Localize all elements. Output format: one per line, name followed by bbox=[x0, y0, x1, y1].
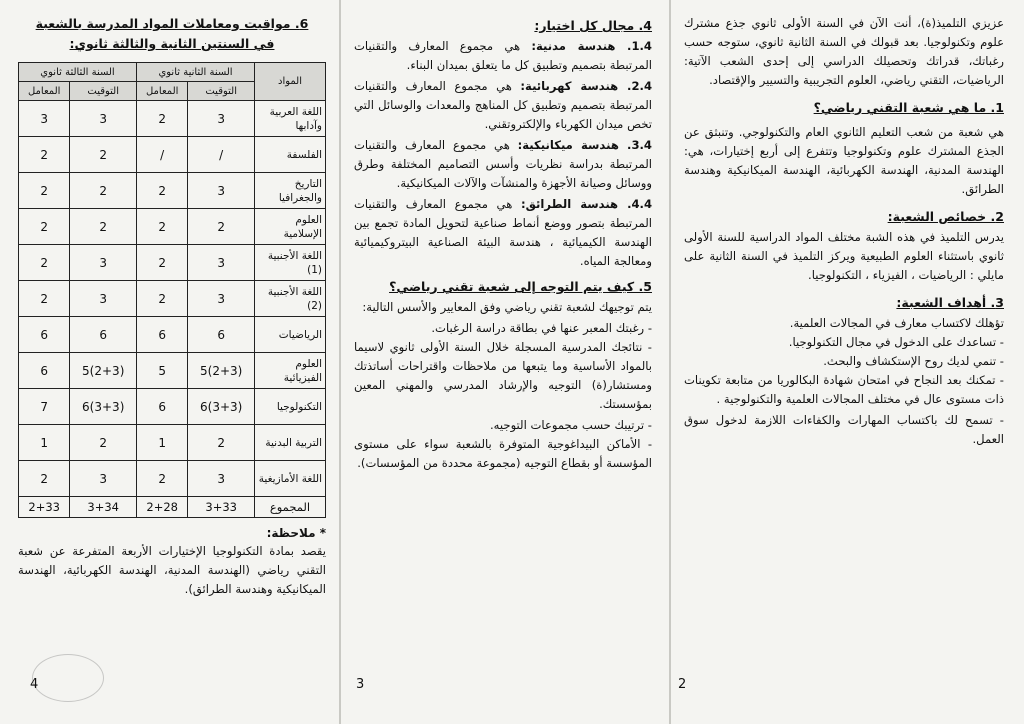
table-cell-year3-coef: 2 bbox=[19, 245, 70, 281]
table-row bbox=[19, 353, 326, 389]
section-5-item: - ترتيبك حسب مجموعات التوجيه. bbox=[490, 418, 652, 432]
section-4-1 bbox=[354, 37, 652, 75]
table-cell-year2-coef: 2 bbox=[137, 461, 188, 497]
section-1-title: 1. ما هي شعبة التقني رياضي؟ bbox=[813, 100, 1004, 115]
section-3-item: - تمكنك بعد النجاح في امتحان شهادة البكالوريا من متابعة تكوينات ذات مستوى عال في مختلف المجالات العلمية والتكنولوجية . bbox=[684, 373, 1004, 406]
table-cell-year3-time: 2 bbox=[70, 209, 137, 245]
table-row bbox=[19, 245, 326, 281]
intro-paragraph: عزيزي التلميذ(ة)، أنت الآن في السنة الأولى ثانوي جذع مشترك علوم وتكنولوجيا. بعد قبولك في السنة الثانية ثانوي، ستوجه حسب رغباتك، قدراتك وتحصيلك الدراسي إلى إحدى الشعب الآتية: الرياضيات، التقني رياضي، العلوم التجريبية والتسيير والإقتصاد. bbox=[684, 16, 1004, 87]
section-2-text: يدرس التلميذ في هذه الشبة مختلف المواد الدراسية للسنة الأولى ثانوي باستثناء العلوم الطبيعية ويركز التلميذ في السنة الثانية على مايلي : الرياضيات ، الفيزياء ، التكنولوجيا. bbox=[684, 230, 1004, 282]
table-cell-year2-coef: 2 bbox=[137, 281, 188, 317]
table-cell-year3-time: 2 bbox=[70, 425, 137, 461]
col-header-subject: المواد bbox=[255, 63, 326, 101]
page-3-column bbox=[340, 0, 670, 724]
table-cell-subject: الرياضيات bbox=[255, 317, 326, 353]
section-3-item: - تسمح لك باكتساب المهارات والكفاءات اللازمة لدخول سوق العمل. bbox=[684, 413, 1004, 446]
section-5-intro: يتم توجيهك لشعبة تقني رياضي وفق المعايير والأسس التالية: bbox=[362, 300, 652, 314]
schedule-table bbox=[18, 62, 326, 518]
section-6-heading bbox=[18, 14, 326, 54]
table-cell-year2-coef: 6 bbox=[137, 389, 188, 425]
table-cell-year2-coef: 2+28 bbox=[137, 497, 188, 518]
table-cell-year3-coef: 2+33 bbox=[19, 497, 70, 518]
page-2-column bbox=[670, 0, 1024, 724]
table-cell-year2-time: (3+3)6 bbox=[188, 389, 255, 425]
table-cell-year3-coef: 7 bbox=[19, 389, 70, 425]
section-4-title: 4. مجال كل اختيار: bbox=[534, 18, 652, 33]
table-cell-year2-coef: 2 bbox=[137, 101, 188, 137]
section-3-item: - تساعدك على الدخول في مجال التكنولوجيا. bbox=[788, 335, 1004, 349]
table-cell-year2-coef: 1 bbox=[137, 425, 188, 461]
table-cell-year3-coef: 2 bbox=[19, 209, 70, 245]
section-4-1-label: 1.4. هندسة مدنية: bbox=[531, 39, 652, 53]
table-cell-year3-time: 2 bbox=[70, 137, 137, 173]
col-header-year3-time: التوقيت bbox=[70, 82, 137, 101]
section-4-3 bbox=[354, 136, 652, 193]
note-text: يقصد بمادة التكنولوجيا الإختيارات الأربعة المتفرعة عن شعبة التقني رياضي (الهندسة المدنية، الهندسة الكهربائية، الهندسة الميكانيكية وهندسة الطرائق). bbox=[18, 544, 326, 596]
table-cell-year3-time: 3 bbox=[70, 101, 137, 137]
page-number-3: 3 bbox=[356, 677, 365, 692]
table-cell-year2-time: / bbox=[188, 137, 255, 173]
table-row bbox=[19, 317, 326, 353]
table-cell-year3-time: 3 bbox=[70, 245, 137, 281]
table-cell-year3-coef: 2 bbox=[19, 281, 70, 317]
table-cell-year2-time: 6 bbox=[188, 317, 255, 353]
col-header-year3-coef: المعامل bbox=[19, 82, 70, 101]
section-4-3-label: 3.4. هندسة ميكانيكية: bbox=[517, 138, 652, 152]
col-header-year2: السنة الثانية ثانوي bbox=[137, 63, 255, 82]
page-4-column bbox=[0, 0, 340, 724]
table-cell-subject: التربية البدنية bbox=[255, 425, 326, 461]
section-3-item: تؤهلك لاكتساب معارف في المجالات العلمية. bbox=[789, 316, 1004, 330]
table-row bbox=[19, 137, 326, 173]
table-cell-subject: العلوم الفيزيائية bbox=[255, 353, 326, 389]
table-cell-year3-coef: 2 bbox=[19, 137, 70, 173]
section-4-1-text: هي مجموع المعارف والتقنيات المرتبطة بتصميم وتطبيق كل ما يتعلق بميدان البناء. bbox=[354, 39, 652, 72]
table-cell-year3-time: (3+3)6 bbox=[70, 389, 137, 425]
table-cell-subject: المجموع bbox=[255, 497, 326, 518]
section-4-2-text: هي مجموع المعارف والتقنيات المرتبطة بتصميم وتطبيق كل المناهج والمعدات والوسائل التي تخص ميدان الكهرباء والإلكتروتقني. bbox=[354, 79, 652, 131]
col-header-year2-time: التوقيت bbox=[188, 82, 255, 101]
section-5-item: - الأماكن البيداغوجية المتوفرة بالشعبة سواء على مستوى المؤسسة أو بقطاع التوجيه (مجموعة محددة من المؤسسات). bbox=[354, 437, 652, 470]
table-cell-year3-time: 3 bbox=[70, 461, 137, 497]
table-cell-year2-time: 2 bbox=[188, 209, 255, 245]
table-cell-year3-coef: 6 bbox=[19, 353, 70, 389]
table-cell-year2-coef: 2 bbox=[137, 209, 188, 245]
table-cell-year3-time: 3 bbox=[70, 281, 137, 317]
table-cell-subject: اللغة الأجنبية (2) bbox=[255, 281, 326, 317]
section-4-3-text: هي مجموع المعارف والتقنيات المرتبطة بدراسة نظريات وأسس التصاميم المختلفة وطرق ووسائل وصيانة الأجهزة والمنشآت والآلات الميكانيكية. bbox=[354, 138, 652, 190]
table-cell-year2-time: 3 bbox=[188, 281, 255, 317]
table-cell-subject: اللغة العربية وآدابها bbox=[255, 101, 326, 137]
table-row bbox=[19, 173, 326, 209]
section-2-title: 2. خصائص الشعبة: bbox=[887, 209, 1004, 224]
table-cell-year2-coef: 5 bbox=[137, 353, 188, 389]
section-1-text: هي شعبة من شعب التعليم الثانوي العام والتكنولوجي. وتنبثق عن الجذع المشترك علوم وتكنولوجيا وتتفرع إلى أربع إختيارات، هي: الهندسة المدنية، الهندسة الكهربائية، الهندسة الميكانيكية وهندسة الطرائق. bbox=[684, 125, 1004, 196]
section-6-title-line1: 6. مواقيت ومعاملات المواد المدرسة بالشعبة bbox=[35, 16, 309, 31]
col-header-year3: السنة الثالثة ثانوي bbox=[19, 63, 137, 82]
section-3-title: 3. أهداف الشعبة: bbox=[896, 295, 1004, 310]
table-cell-year3-coef: 3 bbox=[19, 101, 70, 137]
table-row bbox=[19, 389, 326, 425]
section-4-2 bbox=[354, 77, 652, 134]
table-cell-year3-time: 6 bbox=[70, 317, 137, 353]
section-3-item: - تنمي لديك روح الإستكشاف والبحث. bbox=[823, 354, 1004, 368]
table-cell-subject: العلوم الإسلامية bbox=[255, 209, 326, 245]
note-block bbox=[18, 524, 326, 599]
table-cell-year2-coef: 6 bbox=[137, 317, 188, 353]
section-4-4-label: 4.4. هندسة الطرائق: bbox=[520, 197, 653, 211]
col-header-year2-coef: المعامل bbox=[137, 82, 188, 101]
table-cell-year3-time: 2 bbox=[70, 173, 137, 209]
table-cell-year2-time: 3+33 bbox=[188, 497, 255, 518]
table-cell-year2-time: 3 bbox=[188, 101, 255, 137]
table-row bbox=[19, 497, 326, 518]
section-5-item: - رغبتك المعبر عنها في بطاقة دراسة الرغبات. bbox=[431, 321, 652, 335]
table-cell-year2-coef: / bbox=[137, 137, 188, 173]
table-cell-year3-coef: 1 bbox=[19, 425, 70, 461]
table-row bbox=[19, 281, 326, 317]
table-cell-year3-coef: 2 bbox=[19, 461, 70, 497]
table-cell-year2-time: (2+3)5 bbox=[188, 353, 255, 389]
table-cell-year2-time: 3 bbox=[188, 173, 255, 209]
table-row bbox=[19, 101, 326, 137]
table-cell-year3-coef: 2 bbox=[19, 173, 70, 209]
table-cell-subject: التاريخ والجغرافيا bbox=[255, 173, 326, 209]
table-cell-year2-time: 3 bbox=[188, 461, 255, 497]
table-cell-year3-time: (2+3)5 bbox=[70, 353, 137, 389]
official-stamp bbox=[32, 654, 104, 702]
section-5-title: 5. كيف يتم التوجه إلى شعبة تقني رياضي؟ bbox=[389, 279, 652, 294]
section-6-title-line2: في السنتين الثانية والثالثة ثانوي: bbox=[69, 36, 275, 51]
table-cell-year2-coef: 2 bbox=[137, 245, 188, 281]
table-cell-year3-coef: 6 bbox=[19, 317, 70, 353]
table-row bbox=[19, 425, 326, 461]
table-row bbox=[19, 461, 326, 497]
section-4-4-text: هي مجموع المعارف والتقنيات المرتبطة بتصور ووضع أنماط صناعية لتحويل المادة تجمع بين الهندسة الكيميائية ، هندسة البيئة الصناعية البيتروكيميائية ومعالجة المياه. bbox=[354, 197, 652, 268]
page-number-4: 4 bbox=[30, 677, 39, 692]
table-cell-year2-coef: 2 bbox=[137, 173, 188, 209]
section-5-item: - نتائجك المدرسية المسجلة خلال السنة الأولى ثانوي لاسيما بالمواد الأساسية وما يتبعها من ملاحظات واقتراحات أساتذتك ومستشار(ة) التوجيه والإرشاد المدرسي والمهني المعين بمؤسستك. bbox=[354, 340, 652, 411]
table-cell-year3-time: 3+34 bbox=[70, 497, 137, 518]
table-cell-subject: اللغة الأجنبية (1) bbox=[255, 245, 326, 281]
section-4-2-label: 2.4. هندسة كهربائية: bbox=[520, 79, 653, 93]
table-row bbox=[19, 209, 326, 245]
table-cell-subject: اللغة الأمازيغية bbox=[255, 461, 326, 497]
table-cell-year2-time: 2 bbox=[188, 425, 255, 461]
table-cell-subject: التكنولوجيا bbox=[255, 389, 326, 425]
page-number-2: 2 bbox=[678, 677, 687, 692]
note-title: * ملاحظة: bbox=[266, 526, 326, 540]
table-cell-year2-time: 3 bbox=[188, 245, 255, 281]
table-cell-subject: الفلسفة bbox=[255, 137, 326, 173]
section-4-4 bbox=[354, 195, 652, 271]
